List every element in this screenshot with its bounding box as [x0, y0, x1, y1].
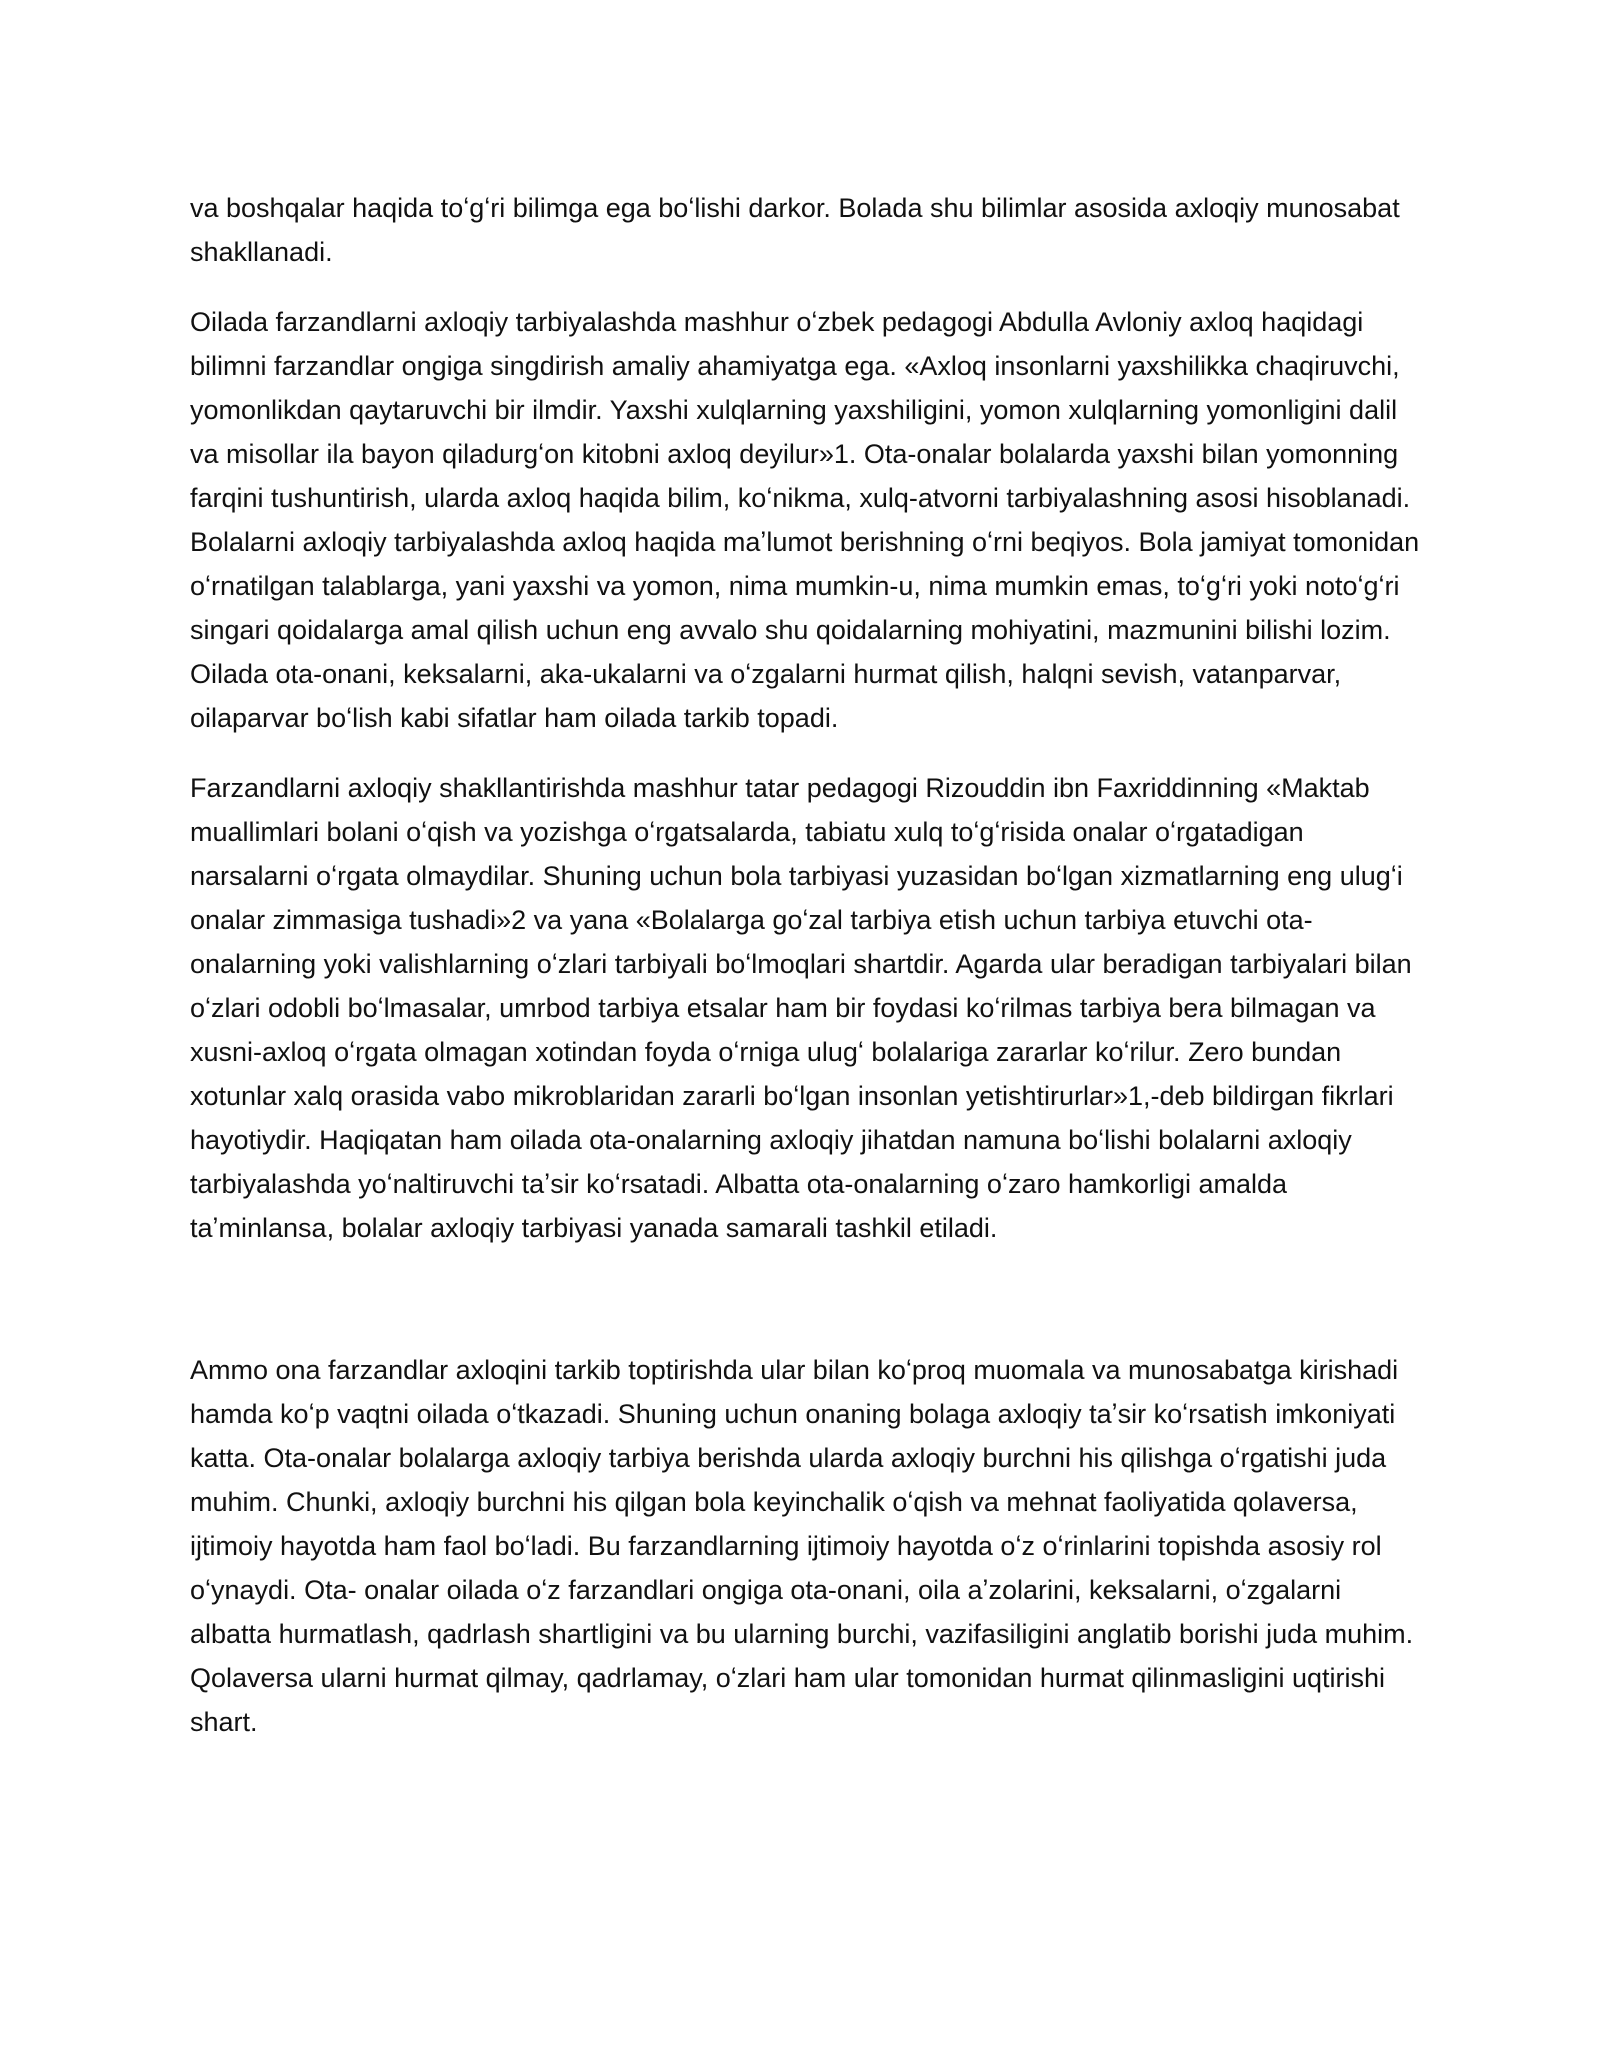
paragraph-1: va boshqalar haqida toʻgʻri bilimga ega boʻlishi darkor. Bolada shu bilimlar asosida axloqiy munosabat shakllanadi.: [190, 193, 1400, 267]
paragraph-4: Ammo ona farzandlar axloqini tarkib toptirishda ular bilan koʻproq muomala va munosabatga kirishadi hamda koʻp vaqtni oilada oʻtkazadi. Shuning uchun onaning bolaga axloqiy taʼsir koʻrsatish imkoniyati katta. Ota-onalar bolalarga axloqiy tarbiya berishda ularda axloqiy burchni his qilishga oʻrgatishi juda muhim. Chunki, axloqiy burchni his qilgan bola keyinchalik oʻqish va mehnat faoliyatida qolaversa, ijtimoiy hayotda ham faol boʻladi. Bu farzandlarning ijtimoiy hayotda oʻz oʻrinlarini topishda asosiy rol oʻynaydi. Ota- onalar oilada oʻz farzandlari ongiga ota-onani, oila aʼzolarini, keksalarni, oʻzgalarni albatta hurmatlash, qadrlash shartligini va bu ularning burchi, vazifasiligini anglatib borishi juda muhim. Qolaversa ularni hurmat qilmay, qadrlamay, oʻzlari ham ular tomonidan hurmat qilinmasligini uqtirishi shart.: [190, 1355, 1414, 1737]
paragraph-2: Oilada farzandlarni axloqiy tarbiyalashda mashhur oʻzbek pedagogi Abdulla Avloniy axloq haqidagi bilimni farzandlar ongiga singdirish amaliy ahamiyatga ega. «Axloq insonlarni yaxshilikka chaqiruvchi, yomonlikdan qaytaruvchi bir ilmdir. Yaxshi xulqlarning yaxshiligini, yomon xulqlarning yomonligini dalil va misollar ila bayon qiladurgʻon kitobni axloq deyilur»1. Ota-onalar bolalarda yaxshi bilan yomonning farqini tushuntirish, ularda axloq haqida bilim, koʻnikma, xulq-atvorni tarbiyalashning asosi hisoblanadi. Bolalarni axloqiy tarbiyalashda axloq haqida maʼlumot berishning oʻrni beqiyos. Bola jamiyat tomonidan oʻrnatilgan talablarga, yani yaxshi va yomon, nima mumkin-u, nima mumkin emas, toʻgʻri yoki notoʻgʻri singari qoidalarga amal qilish uchun eng avvalo shu qoidalarning mohiyatini, mazmunini bilishi lozim. Oilada ota-onani, keksalarni, aka-ukalarni va oʻzgalarni hurmat qilish, halqni sevish, vatanparvar, oilaparvar boʻlish kabi sifatlar ham oilada tarkib topadi.: [190, 307, 1420, 733]
paragraph-3: Farzandlarni axloqiy shakllantirishda mashhur tatar pedagogi Rizouddin ibn Faxriddinning «Maktab muallimlari bolani oʻqish va yozishga oʻrgatsalarda, tabiatu xulq toʻgʻrisida onalar oʻrgatadigan narsalarni oʻrgata olmaydilar. Shuning uchun bola tarbiyasi yuzasidan boʻlgan xizmatlarning eng ulugʻi onalar zimmasiga tushadi»2 va yana «Bolalarga goʻzal tarbiya etish uchun tarbiya etuvchi ota-onalarning yoki valishlarning oʻzlari tarbiyali boʻlmoqlari shartdir. Agarda ular beradigan tarbiyalari bilan oʻzlari odobli boʻlmasalar, umrbod tarbiya etsalar ham bir foydasi koʻrilmas tarbiya bera bilmagan va xusni-axloq oʻrgata olmagan xotindan foyda oʻrniga ulugʻ bolalariga zararlar koʻrilur. Zero bundan xotunlar xalq orasida vabo mikroblaridan zararli boʻlgan insonlan yetishtirurlar»1,-deb bildirgan fikrlari hayotiydir. Haqiqatan ham oilada ota-onalarning axloqiy jihatdan namuna boʻlishi bolalarni axloqiy tarbiyalashda yoʻnaltiruvchi taʼsir koʻrsatadi. Albatta ota-onalarning oʻzaro hamkorligi amalda taʼminlansa, bolalar axloqiy tarbiyasi yanada samarali tashkil etiladi.: [190, 773, 1412, 1243]
document-page: [190, 186, 1425, 1770]
